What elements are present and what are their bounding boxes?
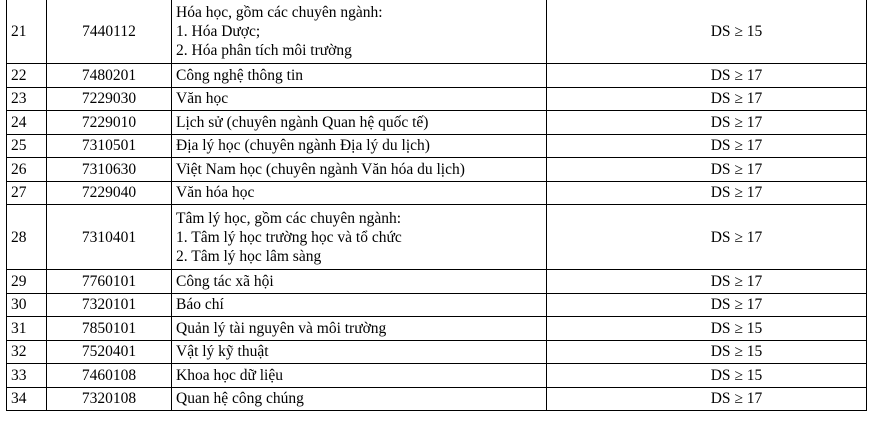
major-name-cell	[172, 64, 547, 88]
major-name-line: Văn học	[176, 90, 229, 108]
row-number-cell: 26	[7, 158, 47, 182]
major-name-cell	[172, 387, 547, 411]
major-name-line: Quan hệ công chúng	[176, 390, 304, 408]
major-name-line: Công tác xã hội	[176, 272, 274, 290]
score-cell	[547, 270, 867, 294]
major-name-line: Địa lý học (chuyên ngành Địa lý du lịch)	[176, 137, 430, 155]
major-name-cell	[172, 87, 547, 111]
row-number-cell: 25	[7, 134, 47, 158]
row-number-cell: 27	[7, 181, 47, 205]
major-name-line: Hóa học, gồm các chuyên ngành:	[176, 3, 383, 21]
major-name-cell	[172, 111, 547, 135]
major-name-line: 2. Tâm lý học lâm sàng	[176, 247, 322, 265]
major-name-cell	[172, 0, 547, 64]
row-number-cell: 22	[7, 64, 47, 88]
score-cell	[547, 134, 867, 158]
major-code-cell: 7850101	[47, 317, 172, 341]
score-cell	[547, 87, 867, 111]
score-value: DS ≥ 17	[710, 296, 763, 314]
score-cell	[547, 181, 867, 205]
score-cell	[547, 317, 867, 341]
row-number-cell: 21	[7, 0, 47, 64]
table-row	[7, 270, 867, 294]
major-name-line: 1. Tâm lý học trường học và tổ chức	[176, 228, 402, 246]
major-name-line: 1. Hóa Dược;	[176, 22, 261, 40]
score-cell	[547, 364, 867, 388]
table-row	[7, 111, 867, 135]
major-name-line: Quản lý tài nguyên và môi trường	[176, 319, 387, 337]
row-number-cell: 33	[7, 364, 47, 388]
row-number-cell: 28	[7, 205, 47, 270]
major-code-cell: 7229040	[47, 181, 172, 205]
major-name-line: Báo chí	[176, 296, 224, 314]
major-code-cell: 7320101	[47, 293, 172, 317]
score-value: DS ≥ 15	[710, 343, 763, 361]
score-cell	[547, 64, 867, 88]
score-cell	[547, 293, 867, 317]
row-number-cell: 32	[7, 340, 47, 364]
score-value: DS ≥ 15	[710, 366, 763, 384]
score-value: DS ≥ 17	[710, 160, 763, 178]
major-name-line: Khoa học dữ liệu	[176, 366, 283, 384]
table-body	[7, 0, 867, 411]
score-value: DS ≥ 15	[710, 319, 763, 337]
major-name-cell	[172, 181, 547, 205]
table-row	[7, 340, 867, 364]
table-row	[7, 134, 867, 158]
major-code-cell: 7520401	[47, 340, 172, 364]
table-row	[7, 158, 867, 182]
score-cell	[547, 158, 867, 182]
score-cell	[547, 205, 867, 270]
score-cell	[547, 340, 867, 364]
admission-table	[6, 0, 867, 411]
score-cell	[547, 111, 867, 135]
table-row	[7, 317, 867, 341]
major-name-line: Lịch sử (chuyên ngành Quan hệ quốc tế)	[176, 113, 429, 131]
row-number-cell: 31	[7, 317, 47, 341]
major-code-cell: 7310501	[47, 134, 172, 158]
major-name-line: Việt Nam học (chuyên ngành Văn hóa du lịch)	[176, 160, 465, 178]
major-code-cell: 7310630	[47, 158, 172, 182]
major-code-cell: 7480201	[47, 64, 172, 88]
score-value: DS ≥ 17	[710, 390, 763, 408]
row-number-cell: 30	[7, 293, 47, 317]
major-code-cell: 7320108	[47, 387, 172, 411]
score-cell	[547, 0, 867, 64]
score-cell	[547, 387, 867, 411]
major-name-line: Công nghệ thông tin	[176, 66, 304, 84]
table-row	[7, 87, 867, 111]
major-name-cell	[172, 364, 547, 388]
table-row	[7, 293, 867, 317]
table-row	[7, 205, 867, 270]
score-value: DS ≥ 17	[710, 90, 763, 108]
major-code-cell: 7440112	[47, 0, 172, 64]
major-name-cell	[172, 205, 547, 270]
major-code-cell: 7229030	[47, 87, 172, 111]
major-name-line: Tâm lý học, gồm các chuyên ngành:	[176, 209, 402, 227]
table-row	[7, 181, 867, 205]
score-value: DS ≥ 17	[710, 113, 763, 131]
table-row	[7, 64, 867, 88]
table-row	[7, 364, 867, 388]
row-number-cell: 23	[7, 87, 47, 111]
score-value: DS ≥ 15	[710, 22, 763, 40]
major-code-cell: 7310401	[47, 205, 172, 270]
major-name-cell	[172, 340, 547, 364]
table-row	[7, 0, 867, 64]
major-name-line: Văn hóa học	[176, 184, 255, 202]
major-name-cell	[172, 293, 547, 317]
major-name-line: Vật lý kỹ thuật	[176, 343, 269, 361]
major-name-cell	[172, 134, 547, 158]
score-value: DS ≥ 17	[710, 272, 763, 290]
table-row	[7, 387, 867, 411]
major-name-cell	[172, 270, 547, 294]
major-code-cell: 7760101	[47, 270, 172, 294]
score-value: DS ≥ 17	[710, 228, 763, 246]
row-number-cell: 29	[7, 270, 47, 294]
score-value: DS ≥ 17	[710, 184, 763, 202]
major-code-cell: 7460108	[47, 364, 172, 388]
major-name-cell	[172, 158, 547, 182]
row-number-cell: 24	[7, 111, 47, 135]
major-name-cell	[172, 317, 547, 341]
row-number-cell: 34	[7, 387, 47, 411]
score-value: DS ≥ 17	[710, 137, 763, 155]
major-code-cell: 7229010	[47, 111, 172, 135]
major-name-line: 2. Hóa phân tích môi trường	[176, 41, 352, 59]
score-value: DS ≥ 17	[710, 66, 763, 84]
